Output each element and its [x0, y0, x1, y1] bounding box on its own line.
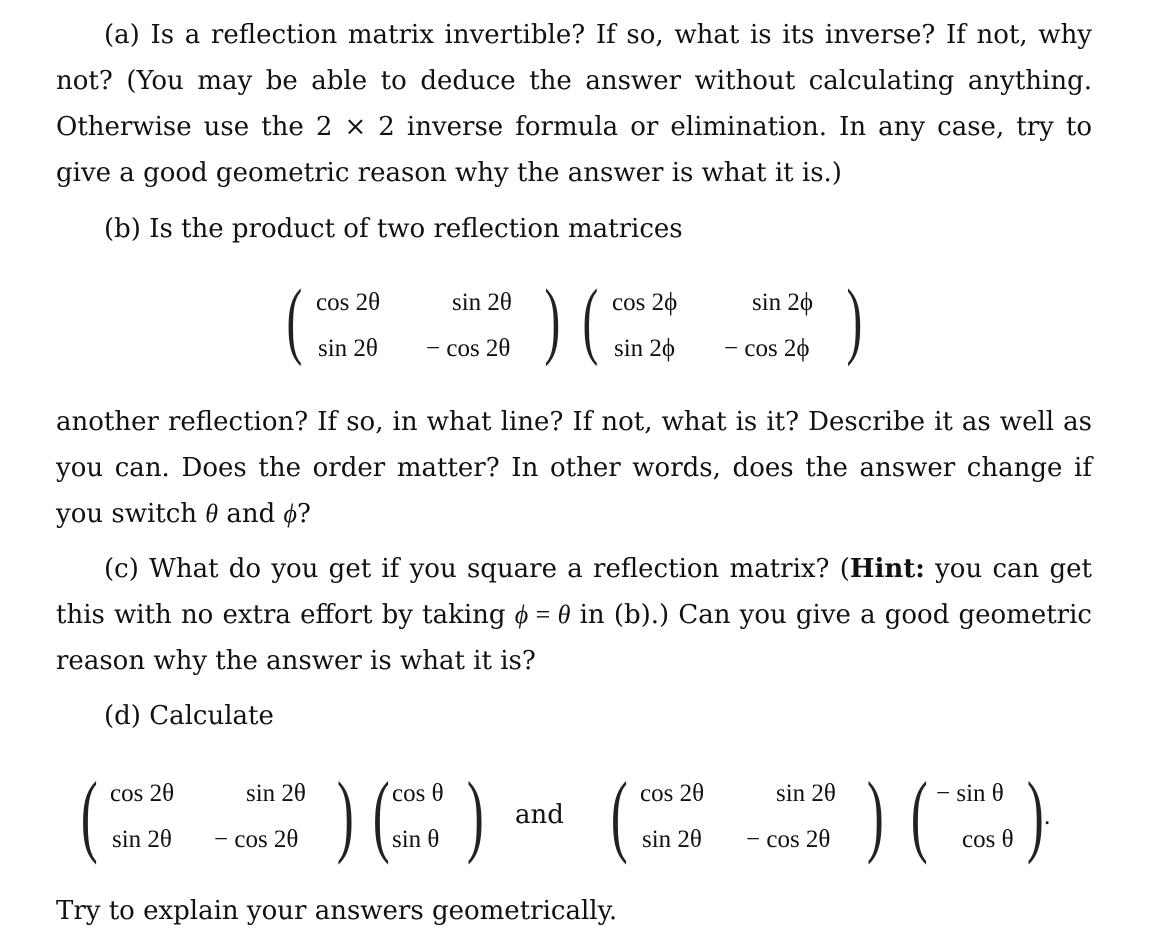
matrix-theta-a12: sin 2θ: [452, 289, 512, 316]
right-paren: ): [336, 763, 354, 865]
left-paren: (: [610, 763, 628, 865]
matrix-theta-a21: sin 2θ: [318, 335, 378, 362]
right-paren: ): [544, 271, 561, 367]
question-mark: ?: [296, 499, 311, 529]
phi-symbol: ϕ: [283, 499, 297, 528]
part-b-text: another reflection? If so, in what line? If not, what is it? Describe it as well as you can. Does the order matter? In other words, does the answer change if you switch: [56, 407, 1092, 529]
part-b-intro: (b) Is the product of two reflection matrices: [104, 214, 683, 244]
closing-text: Try to explain your answers geometrically.: [56, 896, 618, 926]
vector-2-top: − sin θ: [936, 780, 1004, 807]
matrix-theta-a11: cos 2θ: [316, 289, 381, 316]
part-a-paragraph: [56, 12, 1092, 196]
and-word: and: [515, 800, 564, 830]
vector-1-bottom: sin θ: [392, 826, 440, 853]
theta-symbol: θ: [557, 600, 571, 629]
part-d-intro: (d) Calculate: [104, 701, 274, 731]
matrix-1-a12: sin 2θ: [246, 780, 306, 807]
matrix-2-a11: cos 2θ: [640, 780, 705, 807]
vector-2-bottom: cos θ: [962, 826, 1014, 853]
equals-sign: =: [528, 600, 558, 629]
matrix-1-a22: − cos 2θ: [214, 826, 299, 853]
matrix-phi-a12: sin 2ϕ: [752, 289, 814, 316]
matrix-theta-a22: − cos 2θ: [426, 335, 511, 362]
phi-symbol: ϕ: [514, 600, 529, 629]
matrix-1-a11: cos 2θ: [110, 780, 175, 807]
left-paren: (: [80, 763, 98, 865]
right-paren: ): [466, 763, 484, 865]
theta-symbol: θ: [205, 499, 219, 528]
part-c-text-3: in (b).) Can you give a good geometric reason why the answer is what it is?: [56, 600, 1092, 676]
left-paren: (: [286, 271, 303, 367]
part-c-text-2: you can get this with no extra effort by taking: [56, 554, 1092, 630]
matrix-phi-a11: cos 2ϕ: [612, 289, 678, 316]
right-paren: ): [846, 271, 863, 367]
left-paren: (: [910, 763, 928, 865]
hint-label: Hint:: [849, 554, 925, 584]
closing-paragraph: [56, 888, 1092, 934]
matrix-2-a22: − cos 2θ: [746, 826, 831, 853]
matrix-2-a12: sin 2θ: [776, 780, 836, 807]
matrix-1-a21: sin 2θ: [112, 826, 172, 853]
right-paren: ): [1026, 763, 1044, 865]
vector-1-top: cos θ: [392, 780, 444, 807]
matrix-phi-a21: sin 2ϕ: [614, 335, 676, 362]
left-paren: (: [372, 763, 390, 865]
part-c-paragraph: [56, 546, 1092, 684]
matrix-2-a21: sin 2θ: [642, 826, 702, 853]
period: .: [1044, 803, 1051, 830]
and-text: and: [218, 499, 284, 529]
part-b-paragraph: [56, 399, 1092, 537]
right-paren: ): [866, 763, 884, 865]
part-a-text: (a) Is a reflection matrix invertible? If so, what is its inverse? If not, why not? (You may be able to deduce the answer without calculating anything. Otherwise use the 2 × 2 inverse formula or elimination. In any case, try to give a good geometric reason why the answer is what it is.): [56, 20, 1092, 188]
part-c-text-1: (c) What do you get if you square a reflection matrix? (: [104, 554, 850, 584]
matrix-phi-a22: − cos 2ϕ: [724, 335, 810, 362]
left-paren: (: [582, 271, 599, 367]
